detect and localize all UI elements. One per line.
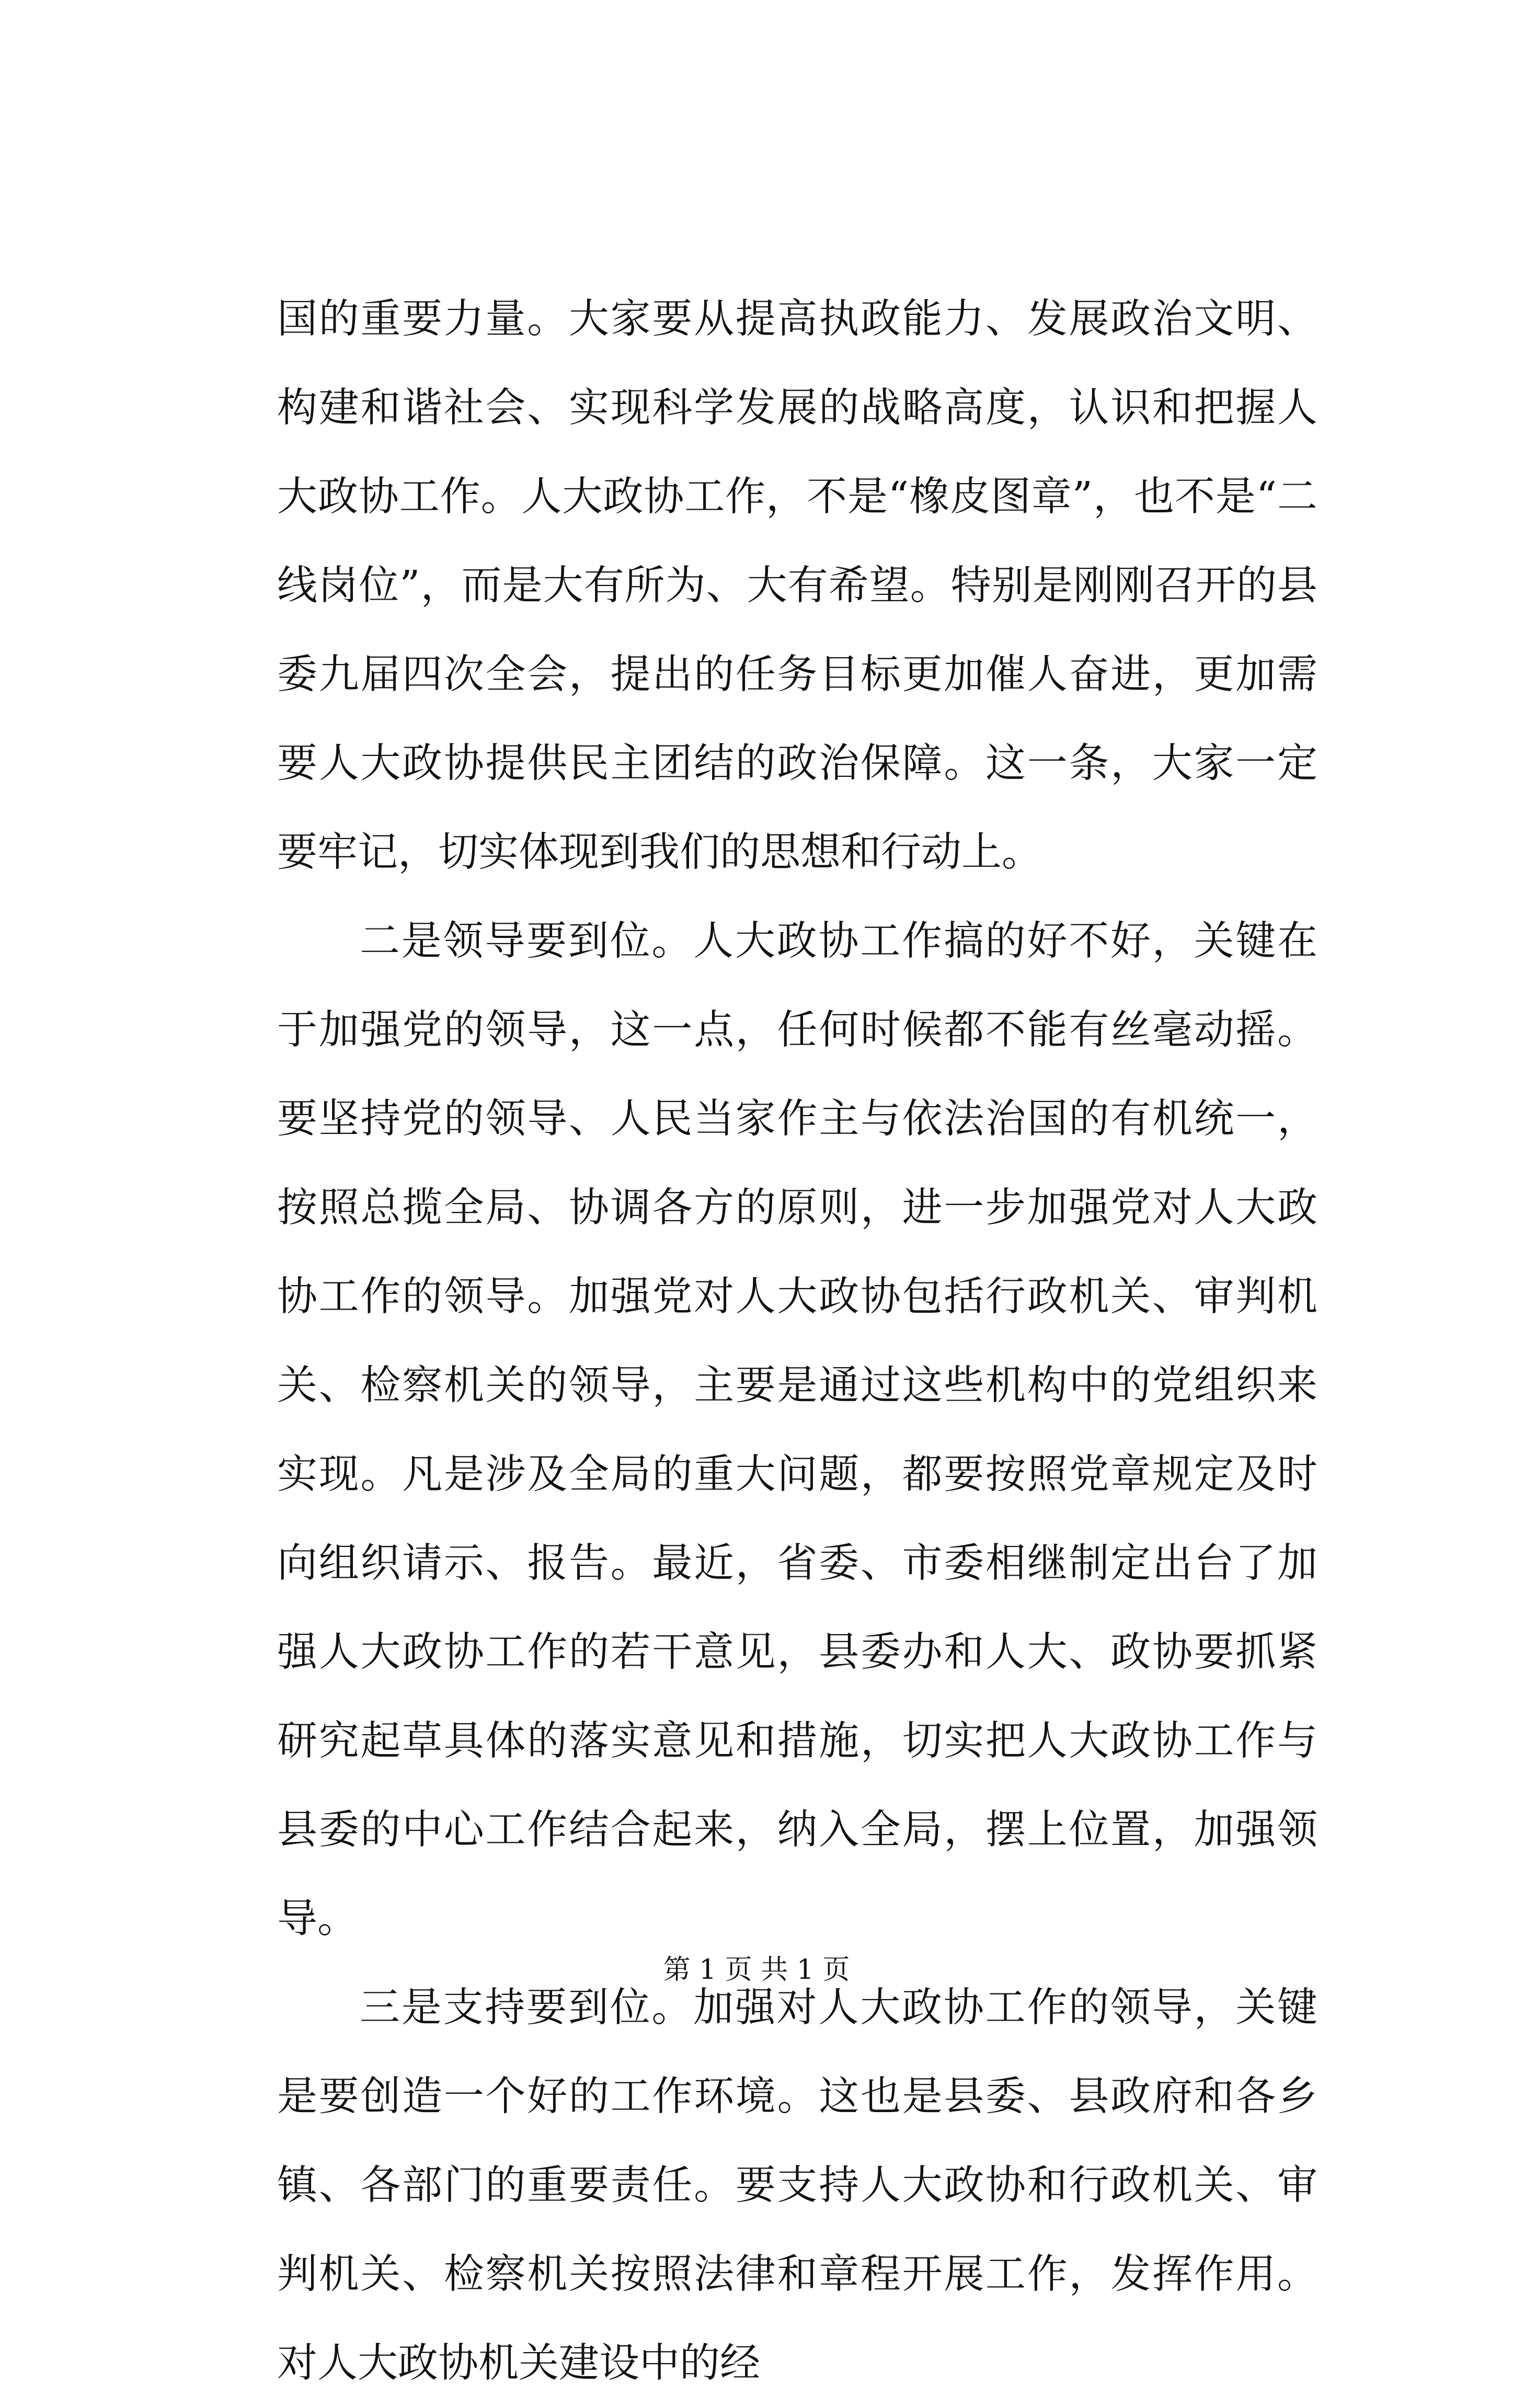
- paragraph-2: 二是领导要到位。人大政协工作搞的好不好，关键在于加强党的领导，这一点，任何时候都不能有丝毫动摇。要坚持党的领导、人民当家作主与依法治国的有机统一，按照总揽全局、协调各方的原则，进一步加强党对人大政协工作的领导。加强党对人大政协包括行政机关、审判机关、检察机关的领导，主要是通过这些机构中的党组织来实现。凡是涉及全局的重大问题，都要按照党章规定及时向组织请示、报告。最近，省委、市委相继制定出台了加强人大政协工作的若干意见，县委办和人大、政协要抓紧研究起草具体的落实意见和措施，切实把人大政协工作与县委的中心工作结合起来，纳入全局，摆上位置，加强领导。: [277, 918, 1317, 1942]
- paragraph-1: 国的重要力量。大家要从提高执政能力、发展政治文明、构建和谐社会、实现科学发展的战略高度，认识和把握人大政协工作。人大政协工作，不是“橡皮图章”，也不是“二线岗位”，而是大有所为、大有希望。特别是刚刚召开的县委九届四次全会，提出的任务目标更加催人奋进，更加需要人大政协提供民主团结的政治保障。这一条，大家一定要牢记，切实体现到我们的思想和行动上。: [277, 296, 1317, 876]
- paragraph-3: 三是支持要到位。加强对人大政协工作的领导，关键是要创造一个好的工作环境。这也是县委、县政府和各乡镇、各部门的重要责任。要支持人大政协和行政机关、审判机关、检察机关按照法律和章程开展工作，发挥作用。对人大政协机关建设中的经: [277, 1985, 1317, 2387]
- document-body: [277, 275, 1317, 2408]
- page-footer: 第 1 页 共 1 页: [663, 1954, 850, 1986]
